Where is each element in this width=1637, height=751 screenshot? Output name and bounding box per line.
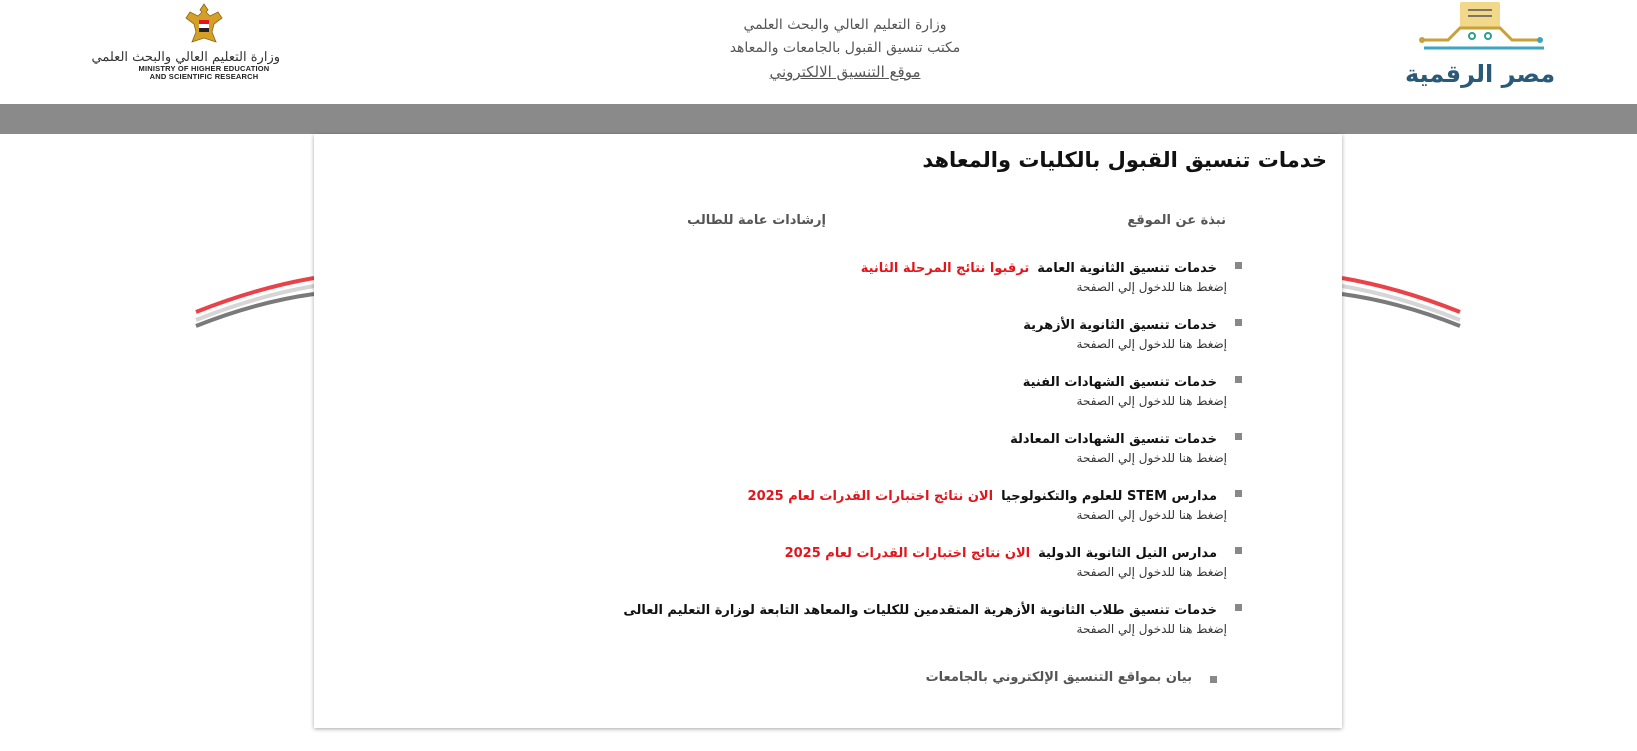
header-title	[660, 14, 1030, 85]
services-card	[314, 134, 1342, 728]
services-list	[357, 257, 1227, 656]
service-item-equivalent-certificates	[357, 428, 1227, 485]
square-bullet-icon	[1235, 376, 1242, 383]
about-site-link[interactable]: نبذة عن الموقع	[1127, 213, 1226, 228]
service-enter-link[interactable]: إضغط هنا للدخول إلي الصفحة	[1076, 565, 1227, 579]
service-name[interactable]: مدارس النيل الثانوية الدولية	[1038, 546, 1217, 561]
flag-ribbon-left-icon	[196, 266, 316, 326]
service-enter-link[interactable]: إضغط هنا للدخول إلي الصفحة	[1076, 508, 1227, 522]
service-alert: ترقبوا نتائج المرحلة الثانية	[860, 261, 1030, 276]
page-title: خدمات تنسيق القبول بالكليات والمعاهد	[922, 148, 1327, 172]
site-header	[0, 0, 1637, 104]
square-bullet-icon	[1235, 262, 1242, 269]
header-title-site-link[interactable]: موقع التنسيق الالكتروني	[769, 63, 921, 81]
service-item-azhar-secondary	[357, 314, 1227, 371]
university-sites-statement-link[interactable]: بيان بمواقع التنسيق الإلكتروني بالجامعات	[925, 670, 1192, 685]
service-name[interactable]: مدارس STEM للعلوم والتكنولوجيا	[1001, 489, 1217, 504]
ministry-english-name-line2: AND SCIENTIFIC RESEARCH	[149, 72, 259, 81]
flag-ribbon-right-icon	[1340, 266, 1460, 326]
service-alert: الان نتائج اختبارات القدرات لعام 2025	[784, 546, 1031, 561]
service-name[interactable]: خدمات تنسيق الثانوية الأزهرية	[1023, 318, 1217, 333]
service-enter-link[interactable]: إضغط هنا للدخول إلي الصفحة	[1076, 280, 1227, 294]
digital-logo-text: مصر الرقمية	[1404, 60, 1556, 88]
ministry-arabic-name: وزارة التعليم العالي والبحث العلمي	[91, 50, 280, 65]
service-item-azhar-higher-ed	[357, 599, 1227, 656]
square-bullet-icon	[1210, 676, 1217, 683]
service-item-nile-schools	[357, 542, 1227, 599]
service-enter-link[interactable]: إضغط هنا للدخول إلي الصفحة	[1076, 451, 1227, 465]
service-name[interactable]: خدمات تنسيق الشهادات الفنية	[1022, 375, 1217, 390]
ministry-logo	[91, 2, 280, 102]
header-title-ministry: وزارة التعليم العالي والبحث العلمي	[743, 17, 947, 33]
service-name[interactable]: خدمات تنسيق طلاب الثانوية الأزهرية المتقدمين للكليات والمعاهد التابعة لوزارة التعليم العالى	[623, 603, 1217, 618]
student-guidelines-link[interactable]: إرشادات عامة للطالب	[687, 213, 826, 228]
square-bullet-icon	[1235, 547, 1242, 554]
square-bullet-icon	[1235, 433, 1242, 440]
service-enter-link[interactable]: إضغط هنا للدخول إلي الصفحة	[1076, 622, 1227, 636]
service-item-general-secondary	[357, 257, 1227, 314]
service-item-technical-certificates	[357, 371, 1227, 428]
eagle-emblem-icon	[184, 2, 224, 48]
digital-egypt-logo-icon	[1404, 0, 1556, 92]
header-title-office: مكتب تنسيق القبول بالجامعات والمعاهد	[729, 40, 961, 56]
header-gray-bar	[0, 104, 1637, 134]
square-bullet-icon	[1235, 319, 1242, 326]
service-alert: الان نتائج اختبارات القدرات لعام 2025	[747, 489, 994, 504]
service-enter-link[interactable]: إضغط هنا للدخول إلي الصفحة	[1076, 337, 1227, 351]
ministry-english-name-line1: MINISTRY OF HIGHER EDUCATION	[138, 64, 270, 73]
service-name[interactable]: خدمات تنسيق الثانوية العامة	[1037, 261, 1217, 276]
service-enter-link[interactable]: إضغط هنا للدخول إلي الصفحة	[1076, 394, 1227, 408]
service-item-stem-schools	[357, 485, 1227, 542]
square-bullet-icon	[1235, 604, 1242, 611]
square-bullet-icon	[1235, 490, 1242, 497]
service-name[interactable]: خدمات تنسيق الشهادات المعادلة	[1010, 432, 1217, 447]
